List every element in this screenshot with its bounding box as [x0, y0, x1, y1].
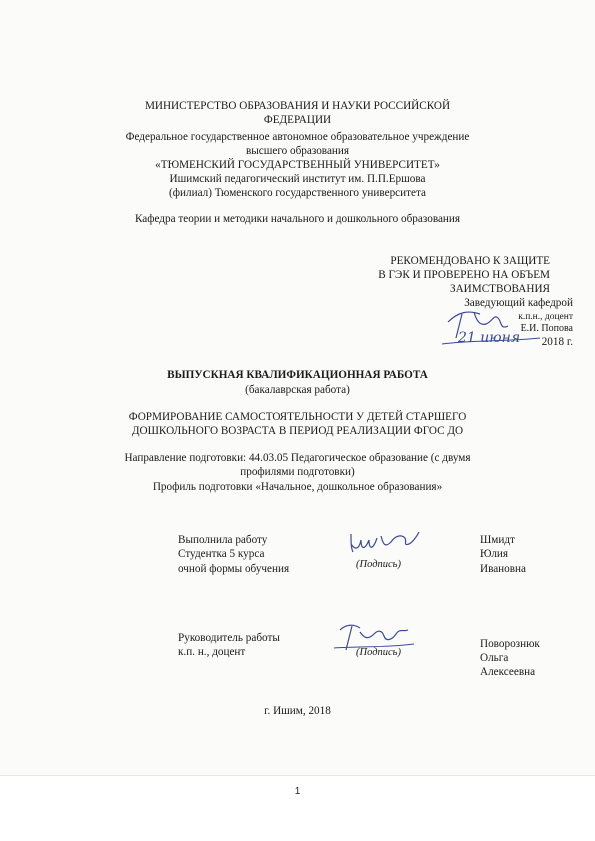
author-label-1: Выполнила работу	[178, 534, 268, 546]
approval-line-1: РЕКОМЕНДОВАНО К ЗАЩИТЕ	[390, 255, 550, 267]
work-subtype: (бакалаврская работа)	[245, 384, 350, 396]
direction-line-2: профилями подготовки)	[240, 466, 355, 478]
direction-line-1: Направление подготовки: 44.03.05 Педагогическое образование (с двумя	[124, 452, 471, 464]
author-first-name: Юлия	[480, 548, 509, 560]
department-name: Кафедра теории и методики начального и дошкольного образования	[134, 213, 461, 225]
supervisor-label-1: Руководитель работы	[178, 632, 280, 644]
supervisor-label-2: к.п. н., доцент	[178, 646, 246, 658]
scan-edge	[0, 775, 595, 776]
branch-line-2: (филиал) Тюменского государственного университета	[169, 187, 426, 199]
profile-line: Профиль подготовки «Начальное, дошкольное образования»	[152, 481, 443, 493]
author-signature	[345, 526, 425, 560]
work-title-line-2: ДОШКОЛЬНОГО ВОЗРАСТА В ПЕРИОД РЕАЛИЗАЦИИ ФГОС ДО	[131, 425, 464, 437]
author-label-3: очной формы обучения	[178, 563, 290, 575]
page-number: 1	[294, 786, 301, 797]
handwritten-date: 21 июня	[458, 330, 521, 346]
author-signature-caption: (Подпись)	[356, 559, 401, 570]
university-name: «ТЮМЕНСКИЙ ГОСУДАРСТВЕННЫЙ УНИВЕРСИТЕТ»	[155, 159, 440, 171]
branch-line-1: Ишимский педагогический институт им. П.П.Ершова	[169, 173, 426, 185]
work-type: ВЫПУСКНАЯ КВАЛИФИКАЦИОННАЯ РАБОТА	[167, 369, 428, 381]
institution-line-2: высшего образования	[245, 145, 350, 157]
approval-degree: к.п.н., доцент	[518, 312, 573, 322]
ministry-line-1: МИНИСТЕРСТВО ОБРАЗОВАНИЯ И НАУКИ РОССИЙСКОЙ	[144, 100, 451, 112]
author-label-2: Студентка 5 курса	[178, 548, 265, 560]
city-year: г. Ишим, 2018	[264, 705, 331, 717]
approval-position: Заведующий кафедрой	[464, 297, 573, 309]
author-patronymic: Ивановна	[480, 563, 526, 575]
approval-name: Е.И. Попова	[520, 323, 573, 334]
department-head-signature	[440, 304, 550, 348]
institution-line-1: Федеральное государственное автономное образовательное учреждение	[125, 131, 470, 143]
work-title-line-1: ФОРМИРОВАНИЕ САМОСТОЯТЕЛЬНОСТИ У ДЕТЕЙ СТАРШЕГО	[128, 411, 467, 423]
approval-date: 2018 г.	[541, 336, 573, 348]
approval-line-2: В ГЭК И ПРОВЕРЕНО НА ОБЪЕМ	[378, 269, 550, 281]
author-surname: Шмидт	[480, 534, 515, 546]
approval-line-3: ЗАИМСТВОВАНИЯ	[449, 283, 550, 295]
supervisor-patronymic: Алексеевна	[480, 666, 536, 678]
supervisor-first-name: Ольга	[480, 652, 509, 664]
supervisor-signature-caption: (Подпись)	[356, 647, 401, 658]
ministry-line-2: ФЕДЕРАЦИИ	[263, 114, 332, 126]
supervisor-surname: Поворознюк	[480, 638, 540, 650]
